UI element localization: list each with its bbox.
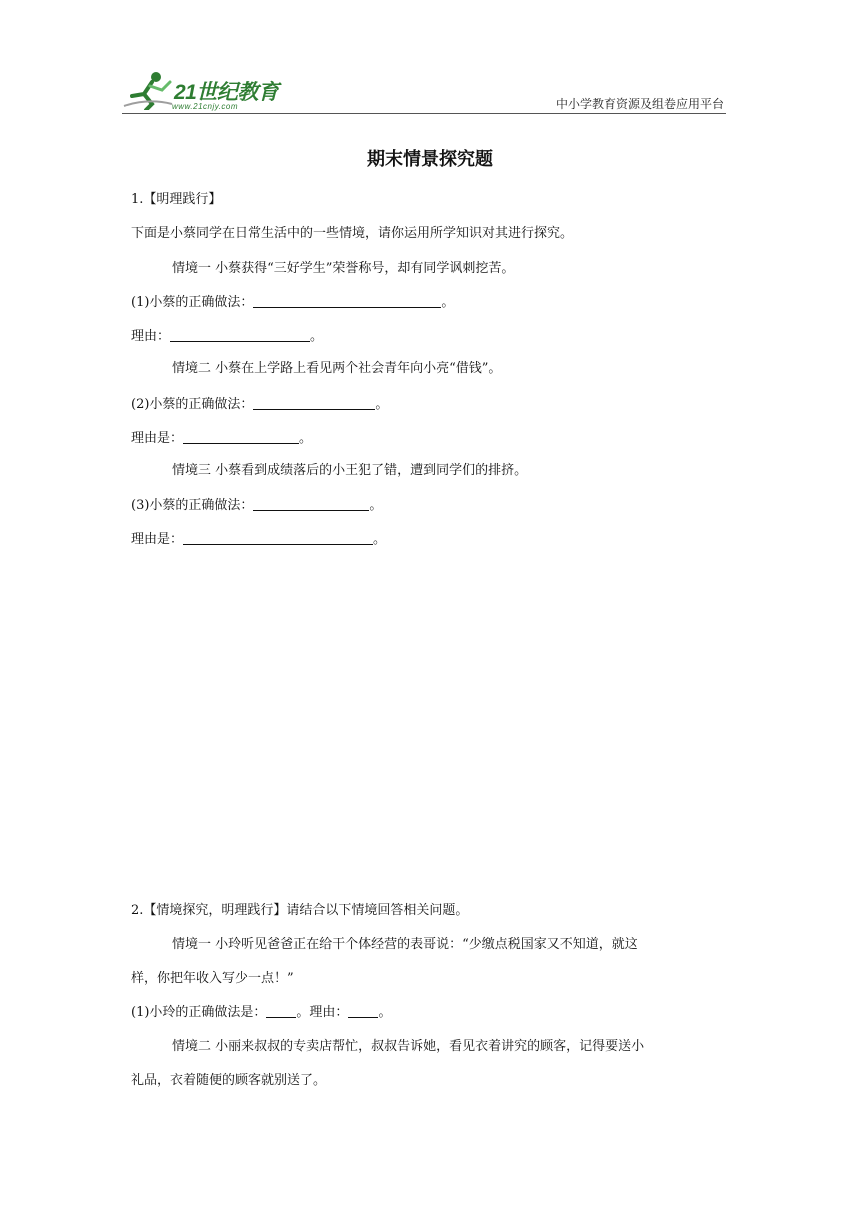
answer-blank[interactable]: [183, 430, 299, 444]
q2-scene-2-line-1: 情境二 小丽来叔叔的专卖店帮忙，叔叔告诉她，看见衣着讲究的顾客，记得要送小: [172, 1039, 645, 1054]
answer-blank[interactable]: [183, 531, 373, 545]
q1-heading: 1.【明理践行】: [131, 192, 222, 207]
logo-url: www.21cnjy.com: [172, 102, 238, 111]
period: 。: [378, 1005, 392, 1020]
q1-scene-3: 情境三 小蔡看到成绩落后的小王犯了错，遭到同学们的排挤。: [172, 463, 528, 478]
q1-scene-1: 情境一 小蔡获得“三好学生”荣誉称号，却有同学讽刺挖苦。: [172, 261, 515, 276]
q1-part-1-label: (1)小蔡的正确做法：: [131, 295, 254, 310]
page-title: 期末情景探究题: [367, 149, 493, 170]
q1-part-2-label: (2)小蔡的正确做法：: [131, 397, 254, 412]
q2-scene-1-line-1: 情境一 小玲听见爸爸正在给干个体经营的表哥说：“少缴点税国家又不知道，就这: [172, 937, 638, 952]
reason-label: 理由是：: [131, 431, 184, 446]
q2-scene-1-line-2: 样，你把年收入写少一点！”: [131, 971, 294, 986]
q2-heading: 2.【情境探究，明理践行】请结合以下情境回答相关问题。: [131, 903, 469, 918]
reason-label: 理由：: [131, 329, 171, 344]
answer-blank[interactable]: [348, 1004, 378, 1018]
header-divider: [122, 113, 726, 114]
period: 。: [375, 397, 389, 412]
logo: [122, 66, 292, 116]
q1-part-2-reason: [131, 427, 312, 446]
q1-part-1: [131, 291, 454, 310]
q2-part-1: [131, 1001, 391, 1020]
q1-part-3-reason: [131, 528, 386, 547]
q2-part-1-reason-label: 。理由：: [296, 1005, 349, 1020]
q1-intro: 下面是小蔡同学在日常生活中的一些情境，请你运用所学知识对其进行探究。: [131, 226, 574, 241]
page-header: [122, 66, 726, 116]
q1-part-1-reason: [131, 325, 323, 344]
answer-blank[interactable]: [253, 294, 441, 308]
logo-text: 21世纪教育: [174, 81, 279, 104]
reason-label: 理由是：: [131, 532, 184, 547]
answer-blank[interactable]: [266, 1004, 296, 1018]
answer-blank[interactable]: [253, 396, 375, 410]
q2-part-1-label: (1)小玲的正确做法是：: [131, 1005, 267, 1020]
q1-scene-2: 情境二 小蔡在上学路上看见两个社会青年向小亮“借钱”。: [172, 361, 502, 376]
period: 。: [299, 431, 313, 446]
answer-blank[interactable]: [253, 497, 369, 511]
q1-part-3-label: (3)小蔡的正确做法：: [131, 498, 254, 513]
period: 。: [310, 329, 324, 344]
q1-part-2: [131, 393, 388, 412]
platform-name: 中小学教育资源及组卷应用平台: [555, 97, 724, 111]
period: 。: [441, 295, 455, 310]
q1-part-3: [131, 494, 382, 513]
q2-scene-2-line-2: 礼品，衣着随便的顾客就别送了。: [131, 1073, 327, 1088]
period: 。: [369, 498, 383, 513]
answer-blank[interactable]: [170, 328, 310, 342]
period: 。: [373, 532, 387, 547]
runner-logo-icon: [122, 70, 174, 110]
